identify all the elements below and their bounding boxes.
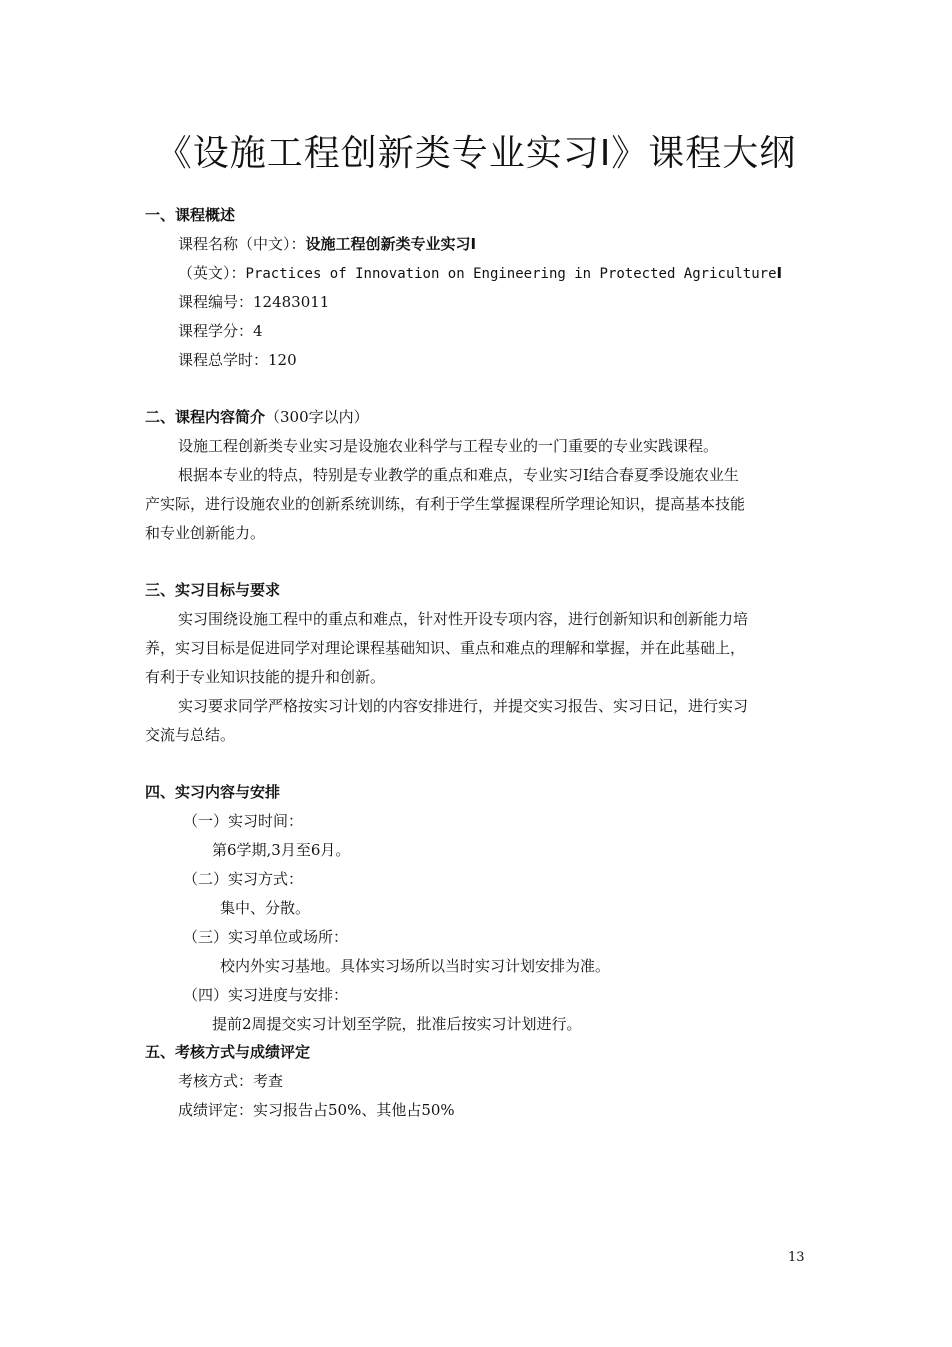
- s3-line-2: 养，实习目标是促进同学对理论课程基础知识、重点和难点的理解和掌握，并在此基础上，: [145, 639, 746, 657]
- course-name-cn-label: 课程名称（中文）：: [178, 235, 306, 253]
- section-2-note: （300字以内）: [265, 408, 369, 426]
- s4-item-2-label: （二）实习方式：: [183, 870, 304, 888]
- course-name-en: [178, 263, 782, 284]
- section-2-heading: [145, 407, 369, 427]
- grading-rule: 成绩评定：实习报告占50%、其他占50%: [178, 1101, 455, 1119]
- course-name-en-label: （英文）：: [178, 264, 246, 282]
- section-2-title: 二、课程内容简介: [145, 408, 266, 426]
- section-4-heading: 四、实习内容与安排: [145, 783, 281, 801]
- s4-item-1-detail: 第6学期,3月至6月。: [212, 841, 351, 859]
- s3-line-3: 有利于专业知识技能的提升和创新。: [145, 668, 386, 686]
- s2-line-1: 设施工程创新类专业实习是设施农业科学与工程专业的一门重要的专业实践课程。: [178, 437, 719, 455]
- section-5-heading: 五、考核方式与成绩评定: [145, 1043, 311, 1061]
- course-name-en-value: Practices of Innovation on Engineering in Protected Agriculture: [245, 266, 777, 282]
- s4-item-3-detail: 校内外实习基地。具体实习场所以当时实习计划安排为准。: [220, 957, 611, 975]
- page-number: 13: [788, 1250, 805, 1265]
- course-code: 课程编号：12483011: [178, 293, 330, 311]
- course-name-cn: [178, 234, 476, 254]
- s2-line-3: 产实际，进行设施农业的创新系统训练，有利于学生掌握课程所学理论知识，提高基本技能: [145, 495, 746, 513]
- s3-line-5: 交流与总结。: [145, 726, 236, 744]
- s4-item-4-detail: 提前2周提交实习计划至学院，批准后按实习计划进行。: [212, 1015, 582, 1033]
- course-credit: 课程学分：4: [178, 322, 263, 340]
- s3-line-4: 实习要求同学严格按实习计划的内容安排进行，并提交实习报告、实习日记，进行实习: [178, 697, 749, 715]
- section-1-heading: 一、课程概述: [145, 206, 236, 224]
- course-name-cn-value: 设施工程创新类专业实习Ⅰ: [305, 235, 477, 253]
- s4-item-2-detail: 集中、分散。: [220, 899, 311, 917]
- s4-item-4-label: （四）实习进度与安排：: [183, 986, 349, 1004]
- section-3-heading: 三、实习目标与要求: [145, 581, 281, 599]
- course-hours: 课程总学时：120: [178, 351, 297, 369]
- s3-line-1: 实习围绕设施工程中的重点和难点，针对性开设专项内容，进行创新知识和创新能力培: [178, 610, 749, 628]
- s4-item-3-label: （三）实习单位或场所：: [183, 928, 349, 946]
- course-name-en-suffix: Ⅰ: [776, 264, 783, 282]
- s2-line-2: 根据本专业的特点，特别是专业教学的重点和难点，专业实习Ⅰ结合春夏季设施农业生: [178, 466, 739, 484]
- s4-item-1-label: （一）实习时间：: [183, 812, 304, 830]
- s2-line-4: 和专业创新能力。: [145, 524, 266, 542]
- assessment-method: 考核方式：考查: [178, 1072, 284, 1090]
- page-title: 《设施工程创新类专业实习Ⅰ》课程大纲: [155, 133, 797, 174]
